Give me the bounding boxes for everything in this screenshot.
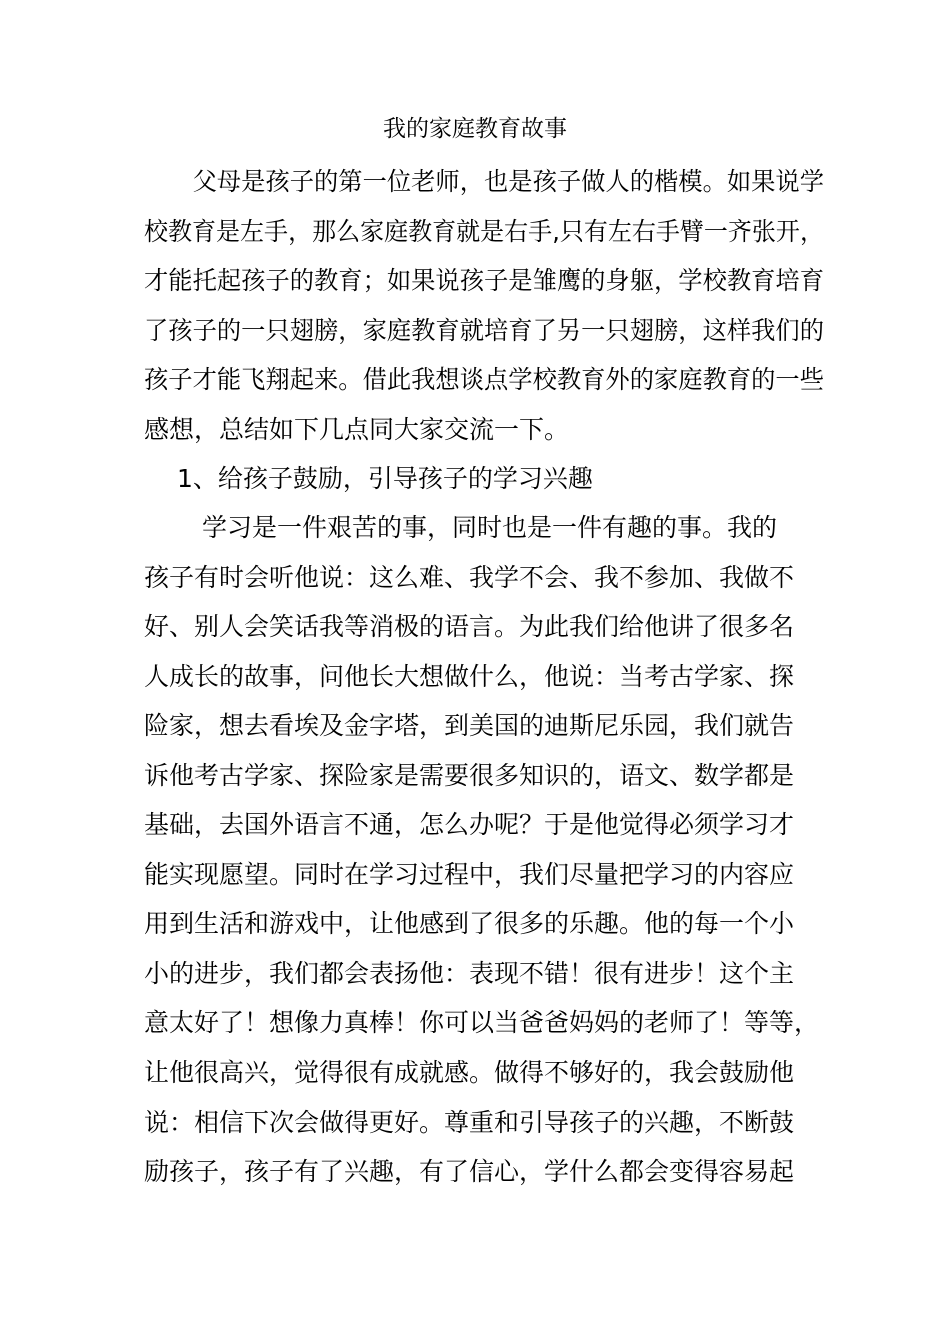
paragraph-line: 人成长的故事，问他长大想做什么，他说：当考古学家、探	[144, 662, 795, 691]
paragraph-line: 孩子有时会听他说：这么难、我学不会、我不参加、我做不	[144, 563, 795, 592]
paragraph-line: 学习是一件艰苦的事，同时也是一件有趣的事。我的	[144, 513, 777, 542]
paragraph-line: 孩子才能飞翔起来。借此我想谈点学校教育外的家庭教育的一些	[144, 365, 825, 394]
paragraph-line: 能实现愿望。同时在学习过程中，我们尽量把学习的内容应	[144, 860, 795, 889]
paragraph-line: 感想，总结如下几点同大家交流一下。	[144, 415, 570, 444]
paragraph-line: 父母是孩子的第一位老师，也是孩子做人的楷模。如果说学	[144, 167, 825, 196]
paragraph-line: 意太好了！想像力真棒！你可以当爸爸妈妈的老师了！等等，	[144, 1008, 820, 1037]
paragraph-line: 基础，去国外语言不通，怎么办呢？于是他觉得必须学习才	[144, 810, 795, 839]
paragraph-line: 好、别人会笑话我等消极的语言。为此我们给他讲了很多名	[144, 612, 795, 641]
paragraph-line: 了孩子的一只翅膀，家庭教育就培育了另一只翅膀，这样我们的	[144, 316, 825, 345]
paragraph-line: 校教育是左手，那么家庭教育就是右手,只有左右手臂一齐张开，	[144, 217, 824, 246]
paragraph-line: 诉他考古学家、探险家是需要很多知识的，语文、数学都是	[144, 761, 795, 790]
section-heading: 1、给孩子鼓励，引导孩子的学习兴趣	[144, 464, 593, 493]
paragraph-line: 说：相信下次会做得更好。尊重和引导孩子的兴趣，不断鼓	[144, 1108, 795, 1137]
paragraph-line: 励孩子，孩子有了兴趣，有了信心，学什么都会变得容易起	[144, 1157, 795, 1186]
document-title: 我的家庭教育故事	[383, 116, 567, 142]
paragraph-line: 让他很高兴，觉得很有成就感。做得不够好的，我会鼓励他	[144, 1058, 795, 1087]
paragraph-line: 才能托起孩子的教育；如果说孩子是雏鹰的身躯，学校教育培育	[144, 266, 825, 295]
paragraph-line: 用到生活和游戏中，让他感到了很多的乐趣。他的每一个小	[144, 909, 795, 938]
paragraph-line: 险家，想去看埃及金字塔，到美国的迪斯尼乐园，我们就告	[144, 711, 795, 740]
paragraph-line: 小的进步，我们都会表扬他：表现不错！很有进步！这个主	[144, 959, 795, 988]
